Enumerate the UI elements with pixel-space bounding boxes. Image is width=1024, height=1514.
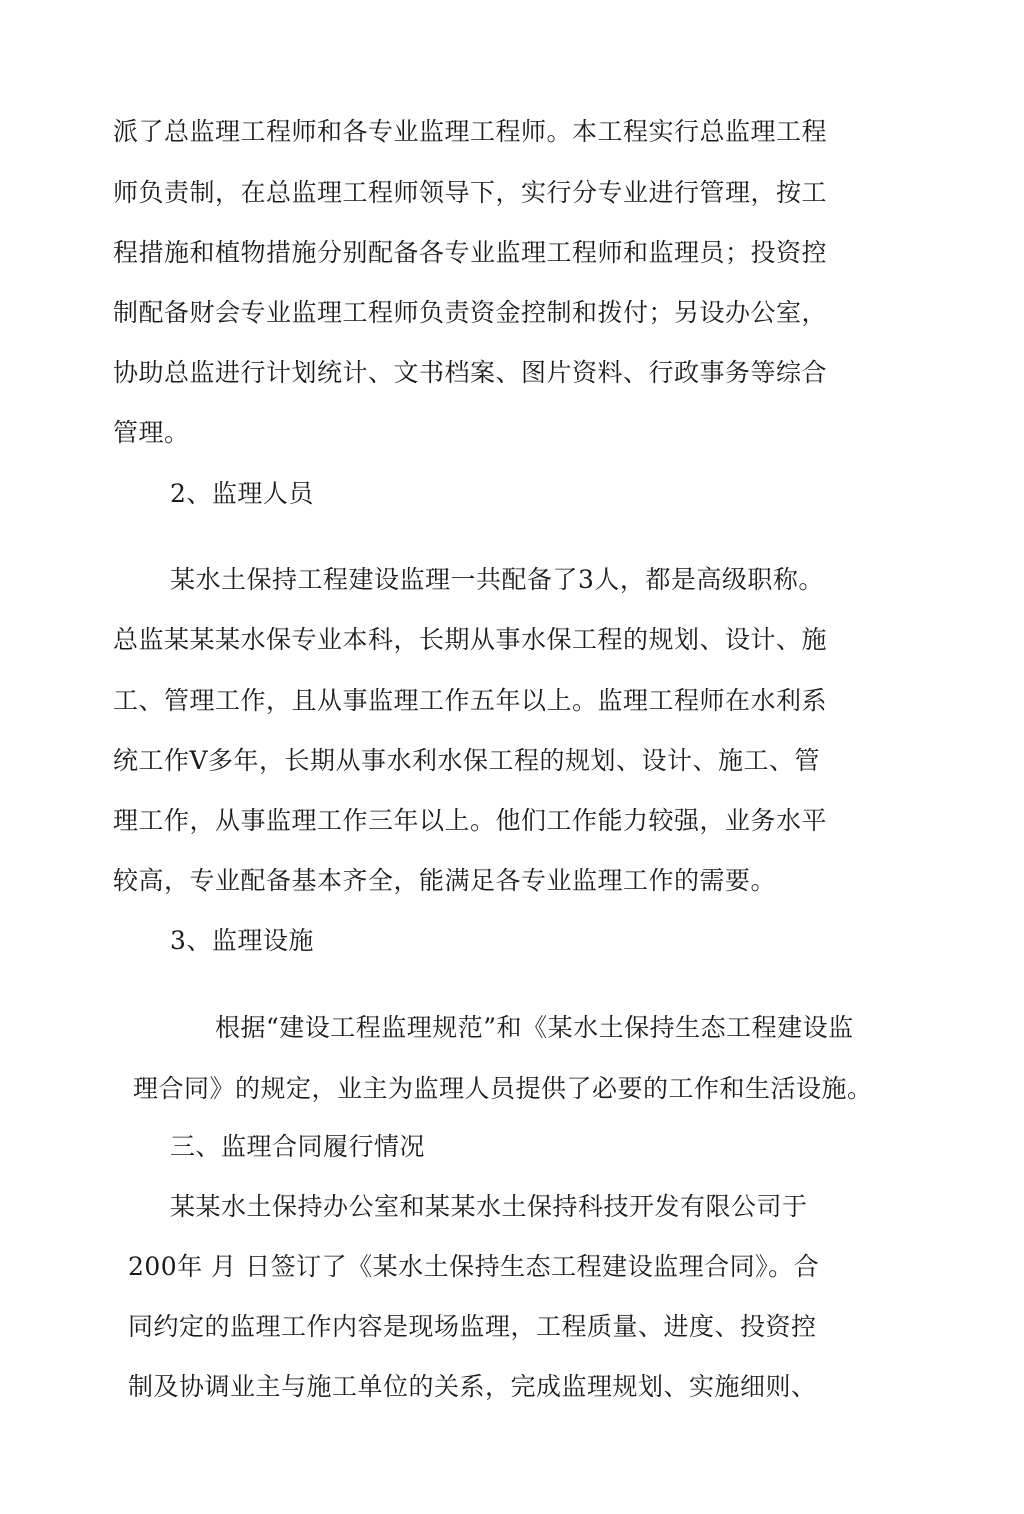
paragraph-line: 某水土保持工程建设监理一共配备了3人，都是高级职称。 (170, 565, 824, 594)
paragraph-line: 管理。 (113, 418, 190, 447)
paragraph-line: 工、管理工作，且从事监理工作五年以上。监理工程师在水利系 (113, 686, 828, 715)
paragraph-line: 派了总监理工程师和各专业监理工程师。本工程实行总监理工程 (113, 117, 828, 146)
section-heading: 3、监理设施 (170, 926, 314, 955)
paragraph-line: 统工作V多年，长期从事水利水保工程的规划、设计、施工、管 (113, 746, 821, 775)
paragraph-line: 某某水土保持办公室和某某水土保持科技开发有限公司于 (170, 1192, 808, 1221)
paragraph-line: 根据“建设工程监理规范”和《某水土保持生态工程建设监 (215, 1013, 854, 1042)
paragraph-line: 同约定的监理工作内容是现场监理，工程质量、进度、投资控 (128, 1312, 817, 1341)
paragraph-line: 协助总监进行计划统计、文书档案、图片资料、行政事务等综合 (113, 358, 828, 387)
paragraph-line: 程措施和植物措施分别配备各专业监理工程师和监理员；投资控 (113, 238, 828, 267)
paragraph-line: 200年 月 日签订了《某水土保持生态工程建设监理合同》。合 (128, 1252, 820, 1281)
section-heading: 三、监理合同履行情况 (170, 1132, 426, 1161)
paragraph-line: 理合同》的规定，业主为监理人员提供了必要的工作和生活设施。 (133, 1074, 873, 1103)
paragraph-line: 师负责制，在总监理工程师领导下，实行分专业进行管理，按工 (113, 178, 828, 207)
paragraph-line: 制配备财会专业监理工程师负责资金控制和拨付；另设办公室， (113, 298, 828, 327)
paragraph-line: 较高，专业配备基本齐全，能满足各专业监理工作的需要。 (113, 866, 777, 895)
paragraph-line: 总监某某某水保专业本科，长期从事水保工程的规划、设计、施 (113, 625, 828, 654)
paragraph-line: 制及协调业主与施工单位的关系，完成监理规划、实施细则、 (128, 1372, 817, 1401)
paragraph-line: 理工作，从事监理工作三年以上。他们工作能力较强，业务水平 (113, 806, 828, 835)
section-heading: 2、监理人员 (170, 479, 314, 508)
